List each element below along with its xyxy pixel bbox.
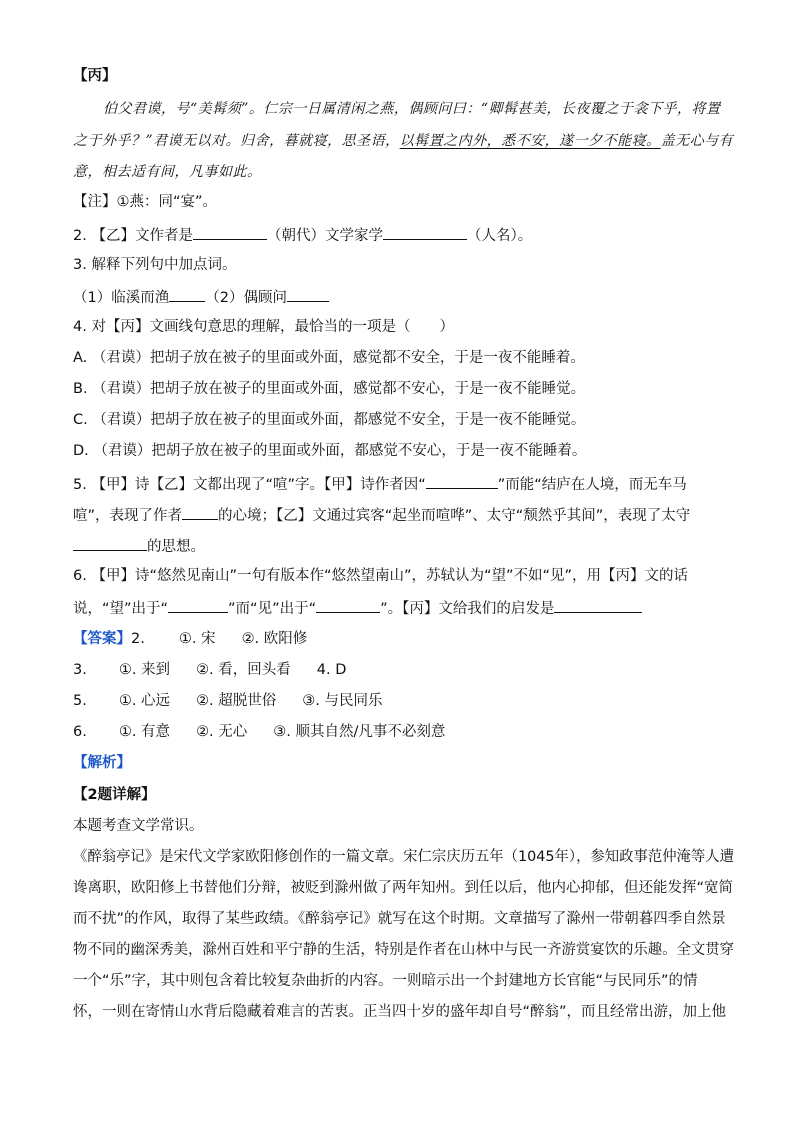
analysis-para-line-3: 而不扰”的作风，取得了某些政绩。《醉翁亭记》就写在这个时期。文章描写了滁州一带朝暮四季自然景 bbox=[73, 911, 726, 927]
question-3: 3. 解释下列句中加点词。 bbox=[73, 257, 237, 273]
q2-text-a: 2. 【乙】文作者是 bbox=[73, 228, 193, 244]
question-4: 4. 对【丙】文画线句意思的理解，最恰当的一项是（ ） bbox=[73, 319, 454, 335]
answer-6-2: ②. 无心 bbox=[196, 724, 248, 740]
q5-text-c: 喧”，表现了作者 bbox=[73, 508, 183, 524]
q5-blank-1[interactable] bbox=[426, 473, 498, 489]
q3-item-1: （1）临溪而渔 bbox=[73, 290, 170, 306]
question-6-line-2 bbox=[73, 597, 642, 619]
question-3-items bbox=[73, 286, 329, 308]
q3-item-2: （2）偶顾问 bbox=[205, 290, 287, 306]
answer-5-1: ①. 心远 bbox=[118, 693, 171, 709]
answer-2-2: ②. 欧阳修 bbox=[241, 631, 308, 647]
answer-row-6 bbox=[73, 722, 445, 742]
answer-2-num: 2. bbox=[131, 631, 145, 647]
q5-text-e: 的思想。 bbox=[147, 539, 205, 555]
q3-blank-1[interactable] bbox=[169, 286, 205, 302]
bing-text-line-2 bbox=[73, 131, 733, 151]
q6-text-b: ”而“见”出于“ bbox=[228, 601, 317, 617]
answer-row-5 bbox=[73, 691, 383, 711]
q5-text-a: 5. 【甲】诗【乙】文都出现了“喧”字。【甲】诗作者因“ bbox=[73, 477, 426, 493]
q6-text-c: ”。【丙】文给我们的启发是 bbox=[380, 601, 555, 617]
analysis-para-line-6: 怀，一则在寄情山水背后隐藏着难言的苦衷。正当四十岁的盛年却自号“醉翁”，而且经常出游，加上他 bbox=[73, 1004, 727, 1020]
answer-5-3: ③. 与民同乐 bbox=[302, 693, 383, 709]
q3-blank-2[interactable] bbox=[287, 286, 329, 302]
answer-3-num: 3. bbox=[73, 662, 87, 678]
bing-text-line-1: 伯父君谟，号“美髯须”。仁宗一日属清闲之燕，偶顾问曰：“卿髯甚美，长夜覆之于衾下乎，将置 bbox=[103, 101, 721, 117]
answer-5-2: ②. 超脱世俗 bbox=[196, 693, 277, 709]
bing-text-plain-end: 盖无心与有 bbox=[660, 133, 734, 149]
question-5-line-3 bbox=[73, 535, 205, 557]
q4-option-b: B. （君谟）把胡子放在被子的里面或外面，感觉都不安心，于是一夜不能睡觉。 bbox=[73, 381, 586, 397]
answer-3-2: ②. 看，回头看 bbox=[196, 662, 291, 678]
bing-text-line-3: 意，相去适有间，凡事如此。 bbox=[73, 164, 262, 180]
answer-5-num: 5. bbox=[73, 693, 87, 709]
q5-blank-2[interactable] bbox=[182, 504, 218, 520]
q5-text-d: 的心境；【乙】文通过宾客“起坐而喧哗”、太守“颓然乎其间”，表现了太守 bbox=[218, 508, 691, 524]
analysis-intro: 本题考查文学常识。 bbox=[73, 818, 204, 834]
note-line: 【注】①燕：同“宴”。 bbox=[73, 194, 218, 210]
q5-blank-3[interactable] bbox=[73, 535, 147, 551]
q4-option-c: C. （君谟）把胡子放在被子的里面或外面，都感觉不安全，于是一夜不能睡觉。 bbox=[73, 412, 586, 428]
answer-6-3: ③. 顺其自然/凡事不必刻意 bbox=[273, 724, 446, 740]
q5-text-b: ”而能“结庐在人境，而无车马 bbox=[497, 477, 687, 493]
answer-3-1: ①. 来到 bbox=[118, 662, 171, 678]
answer-row-2 bbox=[73, 629, 307, 649]
answer-row-3 bbox=[73, 660, 346, 680]
question-6-line-1: 6. 【甲】诗“悠然见南山”一句有版本作“悠然望南山”，苏轼认为“望”不如“见”，用【丙】文的话 bbox=[73, 568, 689, 584]
analysis-para-line-4: 物不同的幽深秀美，滁州百姓和平宁静的生活，特别是作者在山林中与民一齐游赏宴饮的乐趣。全文贯穿 bbox=[73, 942, 734, 958]
bing-underlined-sentence: 以髯置之内外，悉不安，遂一夕不能寝。 bbox=[399, 133, 661, 149]
answer-label: 【答案】 bbox=[73, 631, 131, 647]
q2-blank-dynasty[interactable] bbox=[193, 224, 267, 240]
answer-6-num: 6. bbox=[73, 724, 87, 740]
answer-6-1: ①. 有意 bbox=[118, 724, 171, 740]
q2-blank-name[interactable] bbox=[383, 224, 467, 240]
analysis-para-line-1: 《醉翁亭记》是宋代文学家欧阳修创作的一篇文章。宋仁宗庆历五年（1045年），参知政事范仲淹等人遭 bbox=[73, 849, 734, 865]
answer-4: 4. D bbox=[316, 662, 347, 678]
answer-2-1: ①. 宋 bbox=[178, 631, 216, 647]
q6-text-a: 说，“望”出于“ bbox=[73, 601, 169, 617]
q2-text-b: （朝代）文学家学 bbox=[266, 228, 383, 244]
bing-text-plain: 之于外乎？”君谟无以对。归舍，暮就寝，思圣语， bbox=[73, 133, 400, 149]
q6-blank-1[interactable] bbox=[168, 597, 228, 613]
question-5-line-1 bbox=[73, 473, 687, 495]
q6-blank-3[interactable] bbox=[554, 597, 642, 613]
analysis-para-line-2: 谗离职，欧阳修上书替他们分辩，被贬到滁州做了两年知州。到任以后，他内心抑郁，但还能发挥“宽简 bbox=[73, 880, 734, 896]
q4-option-a: A. （君谟）把胡子放在被子的里面或外面，感觉都不安全，于是一夜不能睡着。 bbox=[73, 350, 585, 366]
section-label-bing: 【丙】 bbox=[73, 68, 117, 84]
question-2 bbox=[73, 224, 532, 246]
analysis-para-line-5: 一个“乐”字，其中则包含着比较复杂曲折的内容。一则暗示出一个封建地方长官能“与民同乐”的情 bbox=[73, 973, 698, 989]
q2-text-c: （人名）。 bbox=[466, 228, 533, 244]
question-5-line-2 bbox=[73, 504, 690, 526]
q4-option-d: D. （君谟）把胡子放在被子的里面或外面，都感觉不安心，于是一夜不能睡着。 bbox=[73, 443, 587, 459]
analysis-label: 【解析】 bbox=[73, 755, 131, 771]
q6-blank-2[interactable] bbox=[316, 597, 380, 613]
analysis-detail-heading: 【2题详解】 bbox=[73, 787, 156, 803]
